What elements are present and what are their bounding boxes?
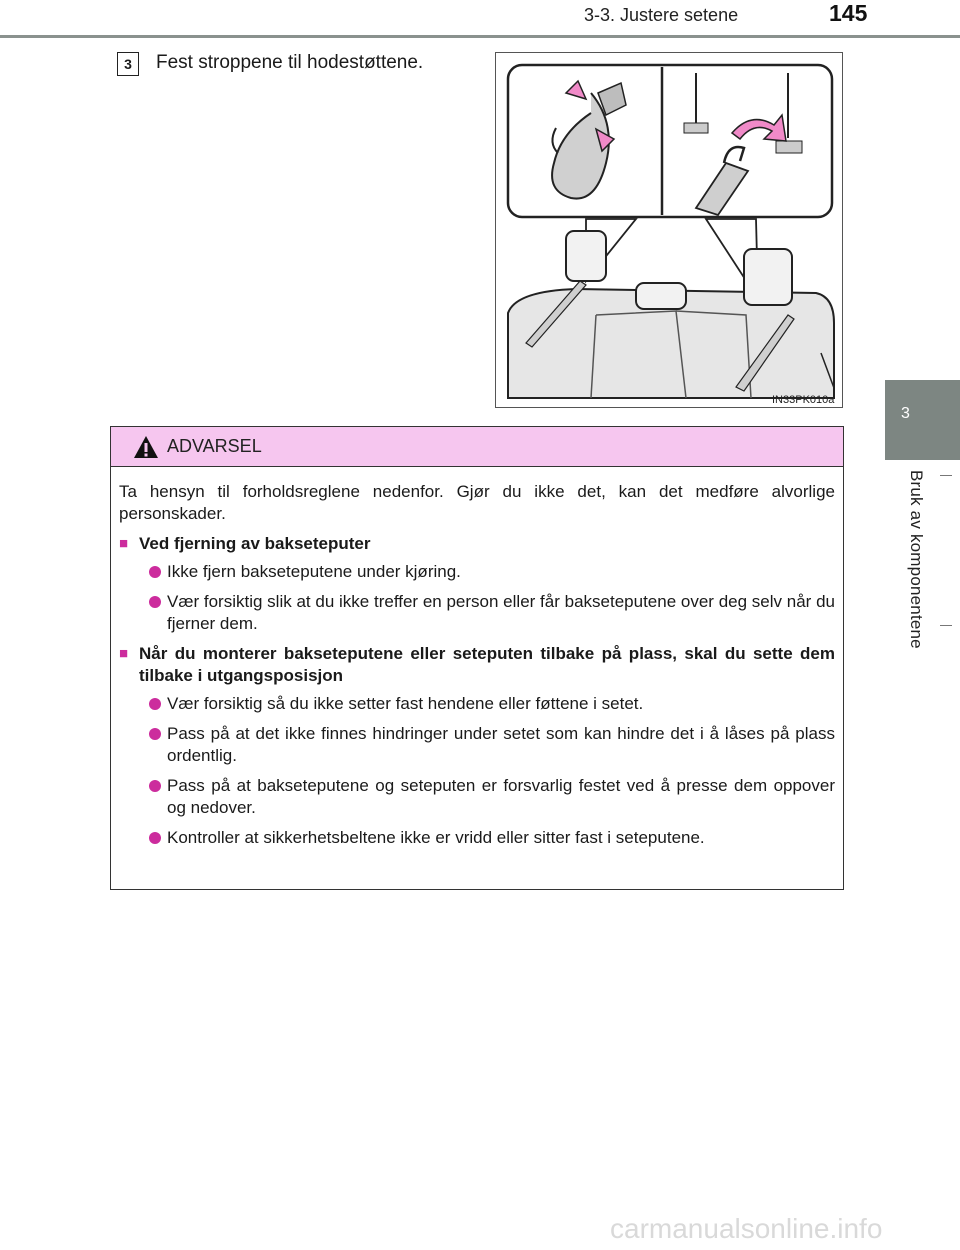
section-heading	[119, 533, 835, 555]
dot-bullet-icon	[149, 780, 161, 792]
list-item	[149, 591, 835, 635]
header-rule	[0, 35, 960, 38]
figure-code: IN33PK010a	[772, 394, 835, 406]
post-base-right	[776, 141, 802, 153]
page-number: 145	[829, 0, 868, 26]
step-instruction: Fest stroppene til hodestøttene.	[156, 52, 424, 73]
list-item	[149, 775, 835, 819]
list-item	[149, 827, 835, 849]
list-item	[149, 561, 835, 583]
square-bullet-icon: ■	[119, 535, 129, 552]
section-heading-text: Ved fjerning av bakseteputer	[139, 534, 371, 553]
list-item-text: Kontroller at sikkerhetsbeltene ikke er vridd eller sitter fast i seteputene.	[167, 828, 705, 847]
square-bullet-icon: ■	[119, 645, 129, 662]
warning-title: ADVARSEL	[167, 436, 262, 456]
headrest-left	[566, 231, 606, 281]
headrest-center	[636, 283, 686, 309]
dot-bullet-icon	[149, 698, 161, 710]
side-tick-top	[940, 475, 952, 476]
chapter-number: 3	[901, 405, 910, 422]
list-item-text: Pass på at bakseteputene og seteputen er forsvarlig festet ved å presse dem oppover og nedover.	[167, 776, 835, 817]
dot-bullet-icon	[149, 596, 161, 608]
list-item	[149, 723, 835, 767]
step-number-box: 3	[117, 52, 139, 76]
side-tick-bottom	[940, 625, 952, 626]
warning-body	[111, 467, 843, 849]
dot-bullet-icon	[149, 832, 161, 844]
list-item-text: Ikke fjern bakseteputene under kjøring.	[167, 562, 461, 581]
warning-intro: Ta hensyn til forholdsreglene nedenfor. Gjør du ikke det, kan det medføre alvorlige personskader.	[119, 482, 835, 523]
warning-box	[110, 426, 844, 890]
chapter-title: Bruk av komponentene	[907, 470, 926, 649]
list-item	[149, 693, 835, 715]
section-heading-text: Når du monterer bakseteputene eller seteputen tilbake på plass, skal du sette dem tilbake i utgangsposisjon	[139, 644, 835, 685]
warning-header	[111, 427, 843, 467]
dot-bullet-icon	[149, 728, 161, 740]
warning-triangle-icon	[133, 435, 159, 459]
headrest-strap-illustration	[496, 53, 842, 407]
illustration-figure	[495, 52, 843, 408]
list-item-text: Vær forsiktig så du ikke setter fast hendene eller føttene i setet.	[167, 694, 644, 713]
dot-bullet-icon	[149, 566, 161, 578]
list-item-text: Pass på at det ikke finnes hindringer under setet som kan hindre det i å låses på plass ordentlig.	[167, 724, 835, 765]
post-base-left	[684, 123, 708, 133]
section-title: 3-3. Justere setene	[584, 5, 739, 25]
list-item-text: Vær forsiktig slik at du ikke treffer en person eller får bakseteputene over deg selv når du fjerner dem.	[167, 592, 835, 633]
section-heading	[119, 643, 835, 687]
headrest-right	[744, 249, 792, 305]
watermark-link[interactable]: carmanualsonline.info	[610, 1213, 883, 1244]
